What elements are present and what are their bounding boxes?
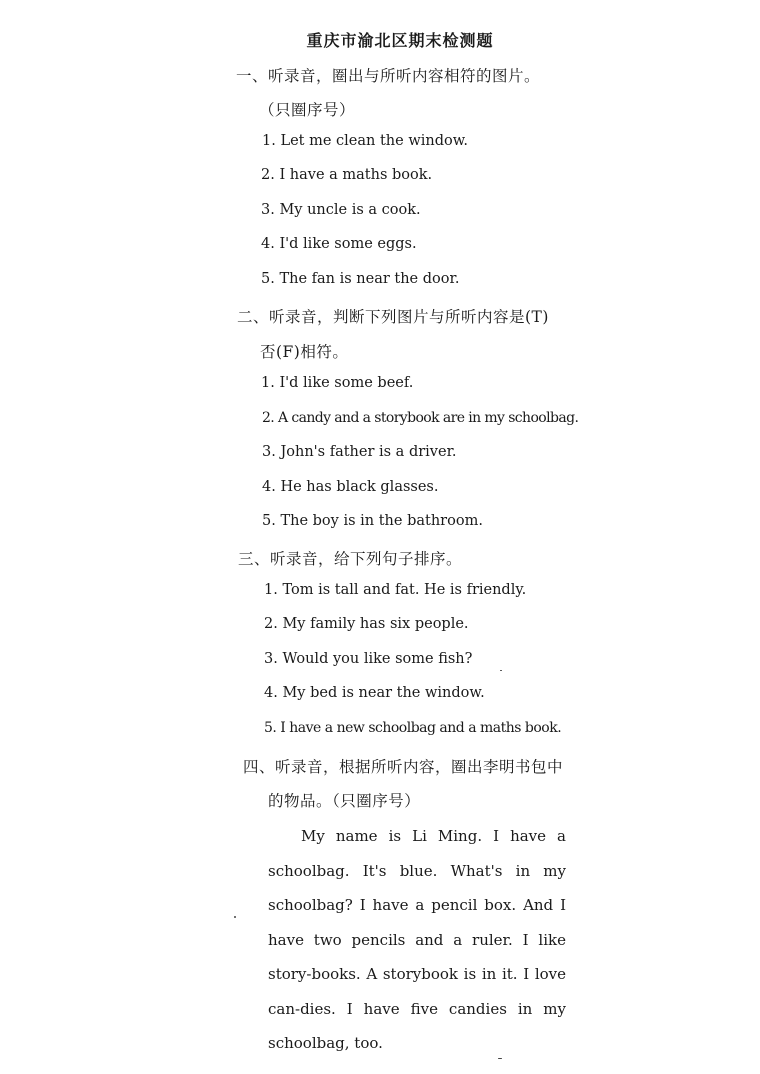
section-1-item: 4. I'd like some eggs. — [261, 236, 417, 252]
section-1-item: 1. Let me clean the window. — [262, 133, 469, 149]
section-2-item: 3. John's father is a driver. — [262, 444, 457, 460]
section-1-item: 2. I have a maths book. — [261, 167, 433, 183]
page-title: 重庆市渝北区期末检测题 — [306, 31, 494, 50]
section-2-heading-cont: 否(F)相符。 — [260, 343, 349, 361]
section-4-heading: 四、听录音，根据所听内容，圈出李明书包中 — [243, 758, 564, 776]
section-4-heading-cont: 的物品。（只圈序号） — [268, 792, 421, 810]
listening-passage — [268, 819, 566, 1061]
section-2-item: 4. He has black glasses. — [262, 479, 439, 495]
section-2-item: 2. A candy and a storybook are in my schoolbag. — [262, 410, 579, 426]
section-3-item: 1. Tom is tall and fat. He is friendly. — [264, 582, 527, 598]
section-3-item: 3. Would you like some fish? — [264, 651, 473, 667]
section-3-item: 2. My family has six people. — [264, 616, 469, 632]
scan-speck — [498, 1058, 502, 1059]
section-1-item: 5. The fan is near the door. — [261, 271, 460, 287]
section-3-item: 5. I have a new schoolbag and a maths book. — [264, 720, 562, 736]
section-1-heading: 一、听录音，圈出与所听内容相符的图片。 — [236, 67, 541, 85]
passage-text: My name is Li Ming. I have a schoolbag. It's blue. What's in my schoolbag? I have a pencil box. And I have two pencils and a ruler. I like story-books. A storybook is in it. I love can-dies. I have five candies in my schoolbag, too. — [268, 827, 566, 1052]
section-1-item: 3. My uncle is a cook. — [261, 202, 421, 218]
section-2-item: 5. The boy is in the bathroom. — [262, 513, 483, 529]
section-3-heading: 三、听录音，给下列句子排序。 — [238, 550, 463, 568]
section-2-heading: 二、听录音，判断下列图片与所听内容是(T) — [237, 308, 549, 326]
scan-speck — [234, 916, 236, 918]
section-2-item: 1. I'd like some beef. — [261, 375, 414, 391]
scan-speck — [500, 670, 502, 671]
section-1-note: （只圈序号） — [259, 101, 356, 119]
section-3-item: 4. My bed is near the window. — [264, 685, 485, 701]
